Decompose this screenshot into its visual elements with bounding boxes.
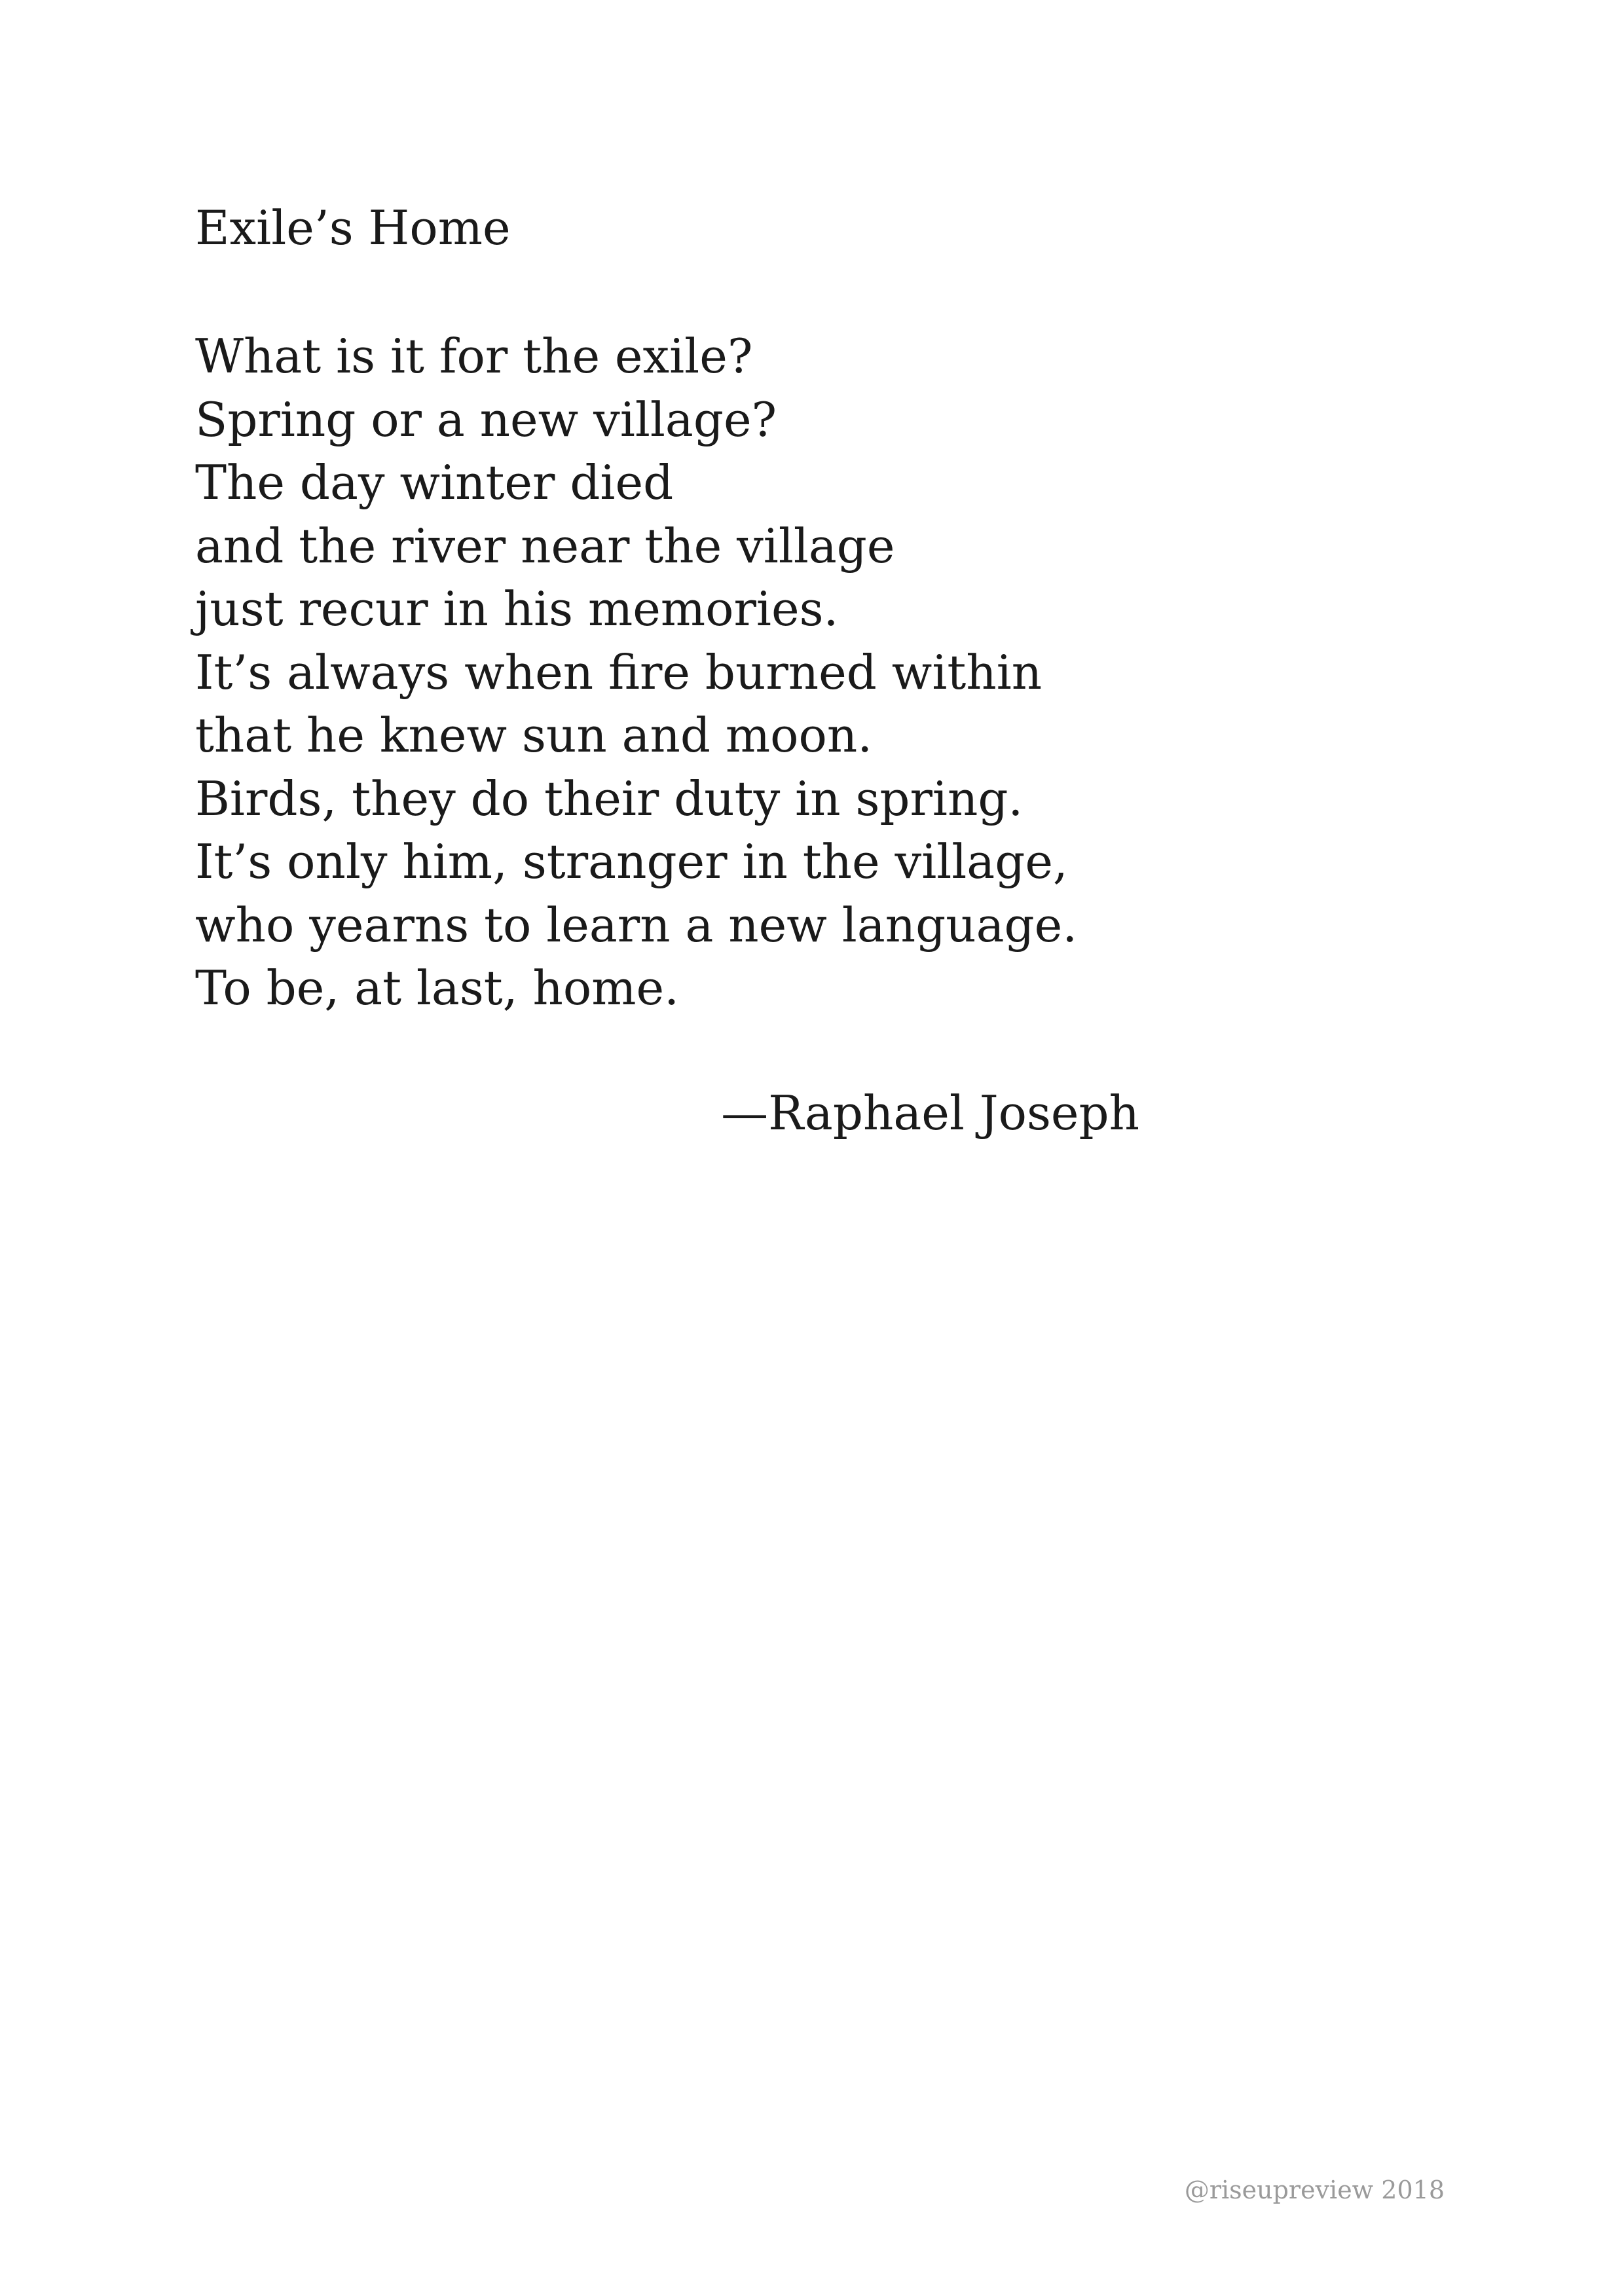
poem-line: To be, at last, home. [195, 960, 679, 1015]
poem-line: that he knew sun and moon. [195, 708, 873, 763]
footer-credit: @riseupreview 2018 [1184, 2176, 1445, 2204]
poem-body [195, 325, 1077, 1020]
poem-line: Birds, they do their duty in spring. [195, 771, 1024, 826]
poem-line: What is it for the exile? [195, 329, 753, 384]
poem-line: It’s only him, stranger in the village, [195, 834, 1068, 889]
poem-line: The day winter died [195, 455, 674, 510]
poem-line: It’s always when fire burned within [195, 644, 1043, 700]
poem-line: and the river near the village [195, 518, 895, 574]
poem-title: Exile’s Home [195, 200, 511, 255]
poem-author: —Raphael Joseph [721, 1085, 1139, 1140]
poem-line: who yearns to learn a new language. [195, 897, 1078, 953]
poem-line: just recur in his memories. [195, 581, 839, 636]
poem-line: Spring or a new village? [195, 392, 777, 447]
